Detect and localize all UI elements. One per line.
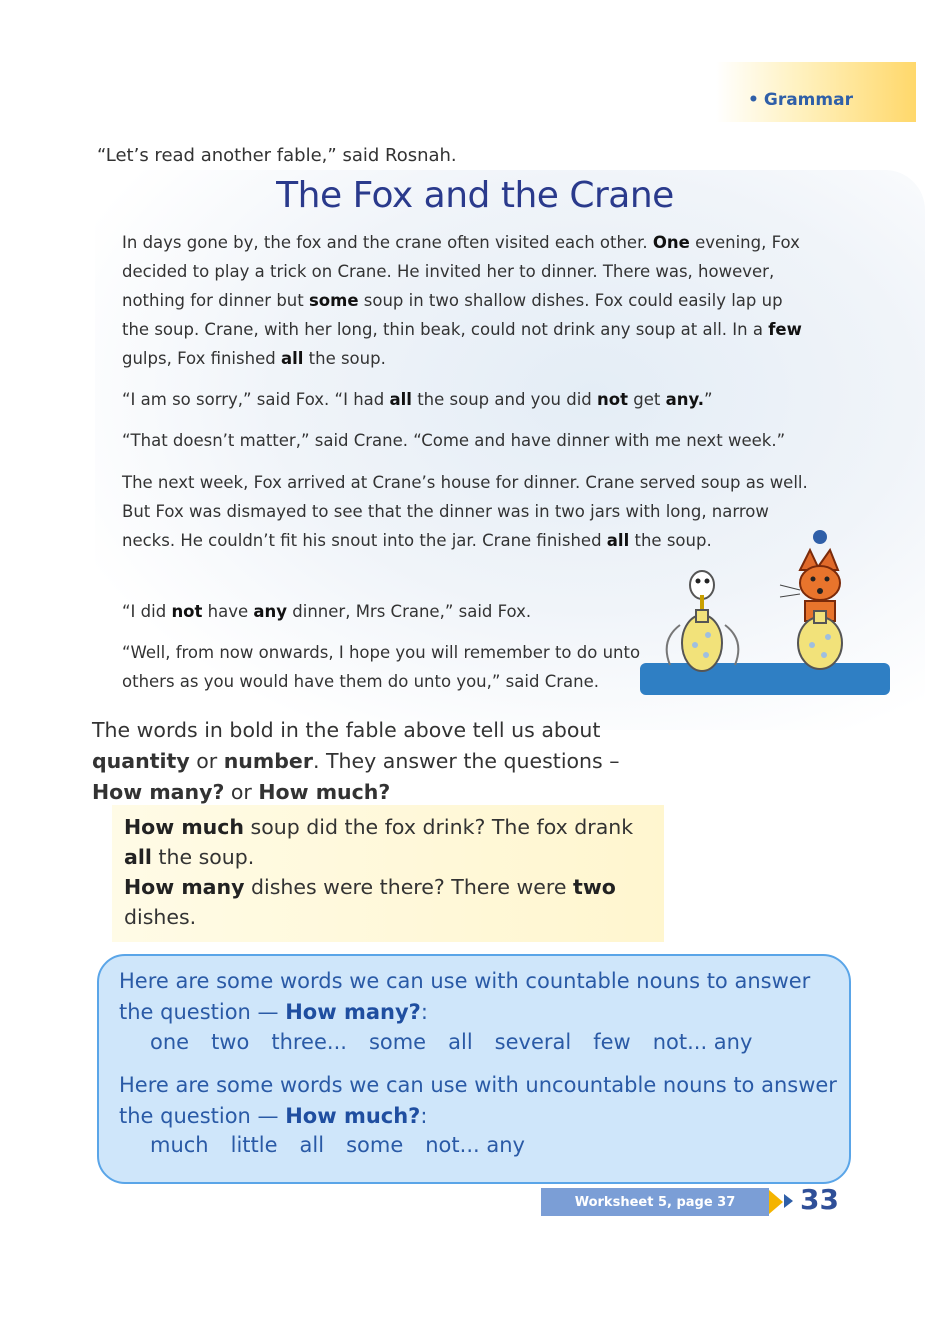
bold-quantity-word: all bbox=[389, 390, 412, 409]
bold-quantity-word: How many bbox=[124, 875, 245, 899]
text-run: soup did the fox drink? The fox drank bbox=[244, 815, 634, 839]
text-run: soup in two shallow dishes. Fox could easily lap up the soup. Crane, with her long, thin beak, could not drink any soup at all. In a bbox=[122, 291, 783, 339]
uncountable-rule-text: Here are some words we can use with uncountable nouns to answer the question — bbox=[119, 1073, 837, 1128]
bold-quantity-word: One bbox=[652, 233, 690, 252]
bold-quantity-word: few bbox=[768, 320, 802, 339]
bold-quantity-word: some bbox=[308, 291, 359, 310]
fox-figure bbox=[780, 530, 842, 669]
example-2 bbox=[124, 872, 664, 932]
text-run: dinner, Mrs Crane,” said Fox. bbox=[287, 602, 532, 621]
arrow-icon bbox=[769, 1190, 783, 1214]
quantity-word: one bbox=[150, 1030, 190, 1054]
text-run: “That doesn’t matter,” said Crane. “Come and have dinner with me next week.” bbox=[122, 431, 786, 450]
text-run: In days gone by, the fox and the crane often visited each other. bbox=[122, 233, 653, 252]
uncountable-word-list bbox=[150, 1133, 547, 1157]
quantity-word: two bbox=[211, 1030, 250, 1054]
bold-quantity-word: not bbox=[597, 390, 628, 409]
quantity-word: several bbox=[494, 1030, 572, 1054]
text-run: the soup. bbox=[629, 531, 712, 550]
text-run: the soup. bbox=[151, 845, 255, 869]
bold-quantity-word: How much? bbox=[258, 780, 391, 804]
text-run: the soup. bbox=[303, 349, 386, 368]
story-paragraph-1 bbox=[122, 228, 802, 373]
bold-quantity-word: not bbox=[171, 602, 203, 621]
quantity-word: not... any bbox=[652, 1030, 753, 1054]
text-run: evening, Fox decided to play a trick on Crane. He invited her to dinner. There was, however, nothing for dinner but bbox=[122, 233, 800, 310]
quantity-word: three... bbox=[271, 1030, 347, 1054]
story-paragraph-5 bbox=[122, 597, 662, 626]
text-run: “Well, from now onwards, I hope you will remember to do unto others as you would have them do unto you,” said Crane. bbox=[122, 643, 641, 691]
countable-question: How many? bbox=[285, 1000, 421, 1024]
text-run: The words in bold in the fable above tell us about bbox=[92, 718, 601, 742]
quantity-word: all bbox=[448, 1030, 473, 1054]
examples bbox=[124, 812, 664, 932]
bold-quantity-word: quantity bbox=[92, 749, 190, 773]
worksheet-reference: Worksheet 5, page 37 bbox=[541, 1188, 769, 1216]
crane-figure bbox=[667, 571, 739, 671]
quantity-word: some bbox=[368, 1030, 427, 1054]
text-run: or bbox=[189, 749, 224, 773]
text-run: “I did bbox=[122, 602, 172, 621]
section-label bbox=[748, 90, 853, 110]
countable-rule: Here are some words we can use with countable nouns to answer the question — How many?: bbox=[119, 969, 811, 1024]
quantity-word: much bbox=[150, 1133, 209, 1157]
text-run: “I am so sorry,” said Fox. “I had bbox=[122, 390, 390, 409]
text-run: get bbox=[628, 390, 666, 409]
text-run: have bbox=[202, 602, 254, 621]
text-run: The next week, Fox arrived at Crane’s house for dinner. Crane served soup as well. But Fox was dismayed to see that the dinner was in two jars with long, narrow necks. He couldn’t fit his snout into the jar. Crane finished bbox=[122, 473, 808, 550]
uncountable-rule: Here are some words we can use with uncountable nouns to answer the question — How much?: bbox=[119, 1073, 837, 1128]
bold-quantity-word: How many? bbox=[92, 780, 225, 804]
bold-quantity-word: all bbox=[280, 349, 304, 368]
text-run: ” bbox=[703, 390, 713, 409]
section-title: Grammar bbox=[763, 90, 853, 110]
uncountable-question: How much? bbox=[285, 1104, 421, 1128]
story-paragraph-6 bbox=[122, 638, 642, 696]
countable-rule-text: Here are some words we can use with countable nouns to answer the question — bbox=[119, 969, 811, 1024]
quantity-word: little bbox=[230, 1133, 278, 1157]
bold-quantity-word: all bbox=[124, 845, 152, 869]
text-run: the soup and you did bbox=[411, 390, 598, 409]
fox-and-crane-illustration bbox=[640, 515, 890, 700]
text-run: or bbox=[224, 780, 259, 804]
quantity-word: few bbox=[593, 1030, 631, 1054]
countable-word-list bbox=[150, 1030, 774, 1054]
quantity-word: some bbox=[346, 1133, 404, 1157]
grammar-explanation bbox=[92, 715, 652, 808]
pointer-icon bbox=[784, 1194, 793, 1208]
story-paragraph-3 bbox=[122, 426, 802, 455]
text-run: dishes. bbox=[124, 905, 197, 929]
bold-quantity-word: two bbox=[573, 875, 616, 899]
story-title: The Fox and the Crane bbox=[276, 175, 674, 216]
example-1 bbox=[124, 812, 664, 872]
text-run: . They answer the questions – bbox=[312, 749, 620, 773]
text-run: gulps, Fox finished bbox=[122, 349, 281, 368]
bold-quantity-word: How much bbox=[124, 815, 245, 839]
quantity-word: not... any bbox=[425, 1133, 525, 1157]
intro-line: “Let’s read another fable,” said Rosnah. bbox=[97, 145, 457, 166]
quantity-word: all bbox=[299, 1133, 325, 1157]
bullet-icon: • bbox=[748, 90, 759, 110]
story-paragraph-2 bbox=[122, 385, 802, 414]
bold-quantity-word: number bbox=[223, 749, 313, 773]
text-run: dishes were there? There were bbox=[244, 875, 574, 899]
bold-quantity-word: any. bbox=[665, 390, 704, 409]
bold-quantity-word: all bbox=[606, 531, 630, 550]
page-number: 33 bbox=[800, 1183, 839, 1216]
bold-quantity-word: any bbox=[253, 602, 288, 621]
